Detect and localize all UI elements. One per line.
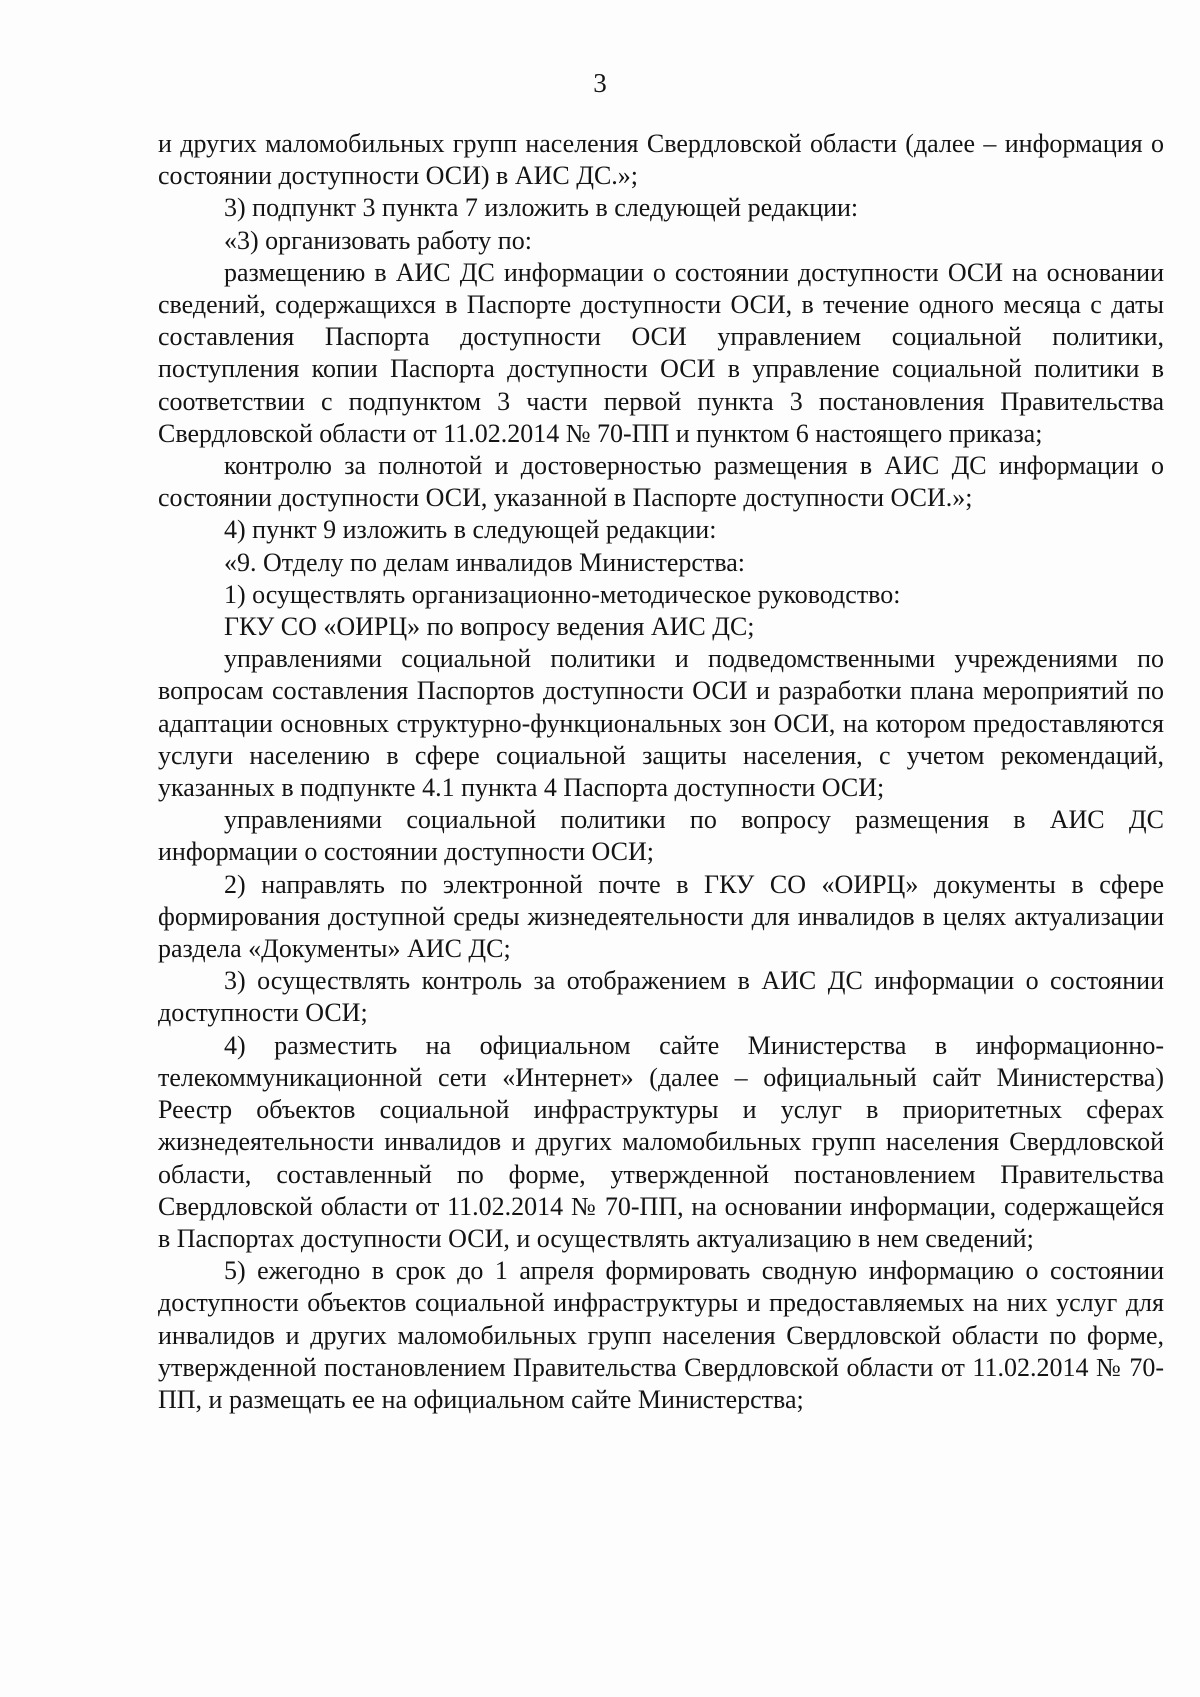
paragraph-item-1: 1) осуществлять организационно-методическое руководство: — [224, 579, 901, 609]
paragraph-control-completeness: контролю за полнотой и достоверностью размещения в АИС ДС информации о состоянии доступности ОСИ, указанной в Паспорте доступности ОСИ.»; — [158, 451, 1164, 513]
paragraph-continuation: и других маломобильных групп населения Свердловской области (далее – информация о состоянии доступности ОСИ) в АИС ДС.»; — [158, 129, 1164, 191]
paragraph-organize-work: «3) организовать работу по: — [224, 225, 532, 255]
page-number: 3 — [593, 68, 607, 98]
paragraph-item-4: 4) разместить на официальном сайте Министерства в информационно-телекоммуникационной сети «Интернет» (далее – официальный сайт Министерства) Реестр объектов социальной инфраструктуры и услуг в приоритетных сферах жизнедеятельности инвалидов и других маломобильных групп населения Свердловской области, составленный по форме, утвержденной постановлением Правительства Свердловской области от 11.02.2014 № 70-ПП, на основании информации, содержащейся в Паспортах доступности ОСИ, и осуществлять актуализацию в нем сведений; — [158, 1030, 1164, 1253]
paragraph-amendment-4: 4) пункт 9 изложить в следующей редакции: — [224, 515, 717, 545]
paragraph-item-5: 5) ежегодно в срок до 1 апреля формировать сводную информацию о состоянии доступности объектов социальной инфраструктуры и предоставляемых на них услуг для инвалидов и других маломобильных групп населения Свердловской области по форме, утвержденной постановлением Правительства Свердловской области от 11.02.2014 № 70-ПП, и размещать ее на официальном сайте Министерства; — [158, 1256, 1164, 1414]
paragraph-placement-ais: размещению в АИС ДС информации о состоянии доступности ОСИ на основании сведений, содержащихся в Паспорте доступности ОСИ, в течение одного месяца с даты составления Паспорта доступности ОСИ управлением социальной политики, поступления копии Паспорта доступности ОСИ в управление социальной политики в соответствии с подпунктом 3 части первой пункта 3 постановления Правительства Свердловской области от 11.02.2014 № 70-ПП и пунктом 6 настоящего приказа; — [158, 257, 1164, 448]
document-body — [158, 128, 1164, 1416]
paragraph-item-2: 2) направлять по электронной почте в ГКУ СО «ОИРЦ» документы в сфере формирования доступной среды жизнедеятельности для инвалидов в целях актуализации раздела «Документы» АИС ДС; — [158, 869, 1164, 964]
paragraph-amendment-3: 3) подпункт 3 пункта 7 изложить в следующей редакции: — [224, 193, 859, 223]
paragraph-item-3: 3) осуществлять контроль за отображением в АИС ДС информации о состоянии доступности ОСИ; — [158, 966, 1164, 1028]
paragraph-social-policy-departments: управлениями социальной политики и подведомственными учреждениями по вопросам составления Паспортов доступности ОСИ и разработки плана мероприятий по адаптации основных структурно-функциональных зон ОСИ, на котором предоставляются услуги населению в сфере социальной защиты населения, с учетом рекомендаций, указанных в подпункте 4.1 пункта 4 Паспорта доступности ОСИ; — [158, 644, 1164, 803]
paragraph-department-disabled: «9. Отделу по делам инвалидов Министерства: — [224, 547, 746, 577]
paragraph-social-policy-placement: управлениями социальной политики по вопросу размещения в АИС ДС информации о состоянии доступности ОСИ; — [158, 805, 1164, 867]
paragraph-gku-oirc: ГКУ СО «ОИРЦ» по вопросу ведения АИС ДС; — [224, 612, 755, 642]
